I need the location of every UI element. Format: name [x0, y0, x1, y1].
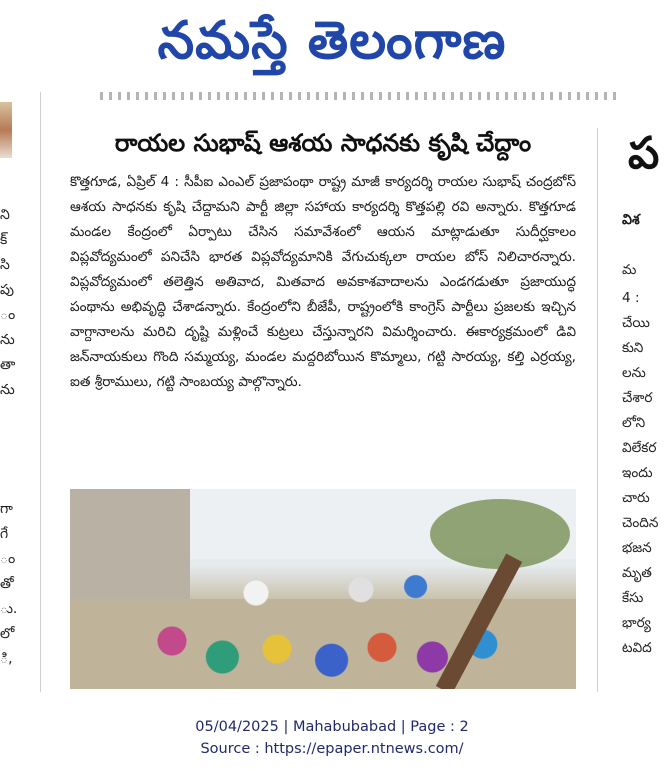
masthead [0, 0, 664, 82]
right-text-fragment: లోని [622, 415, 646, 431]
left-text-fragment: పు [0, 282, 14, 298]
newspaper-logo: నమస్తే తెలంగాణ [157, 11, 507, 71]
source-link[interactable]: Source : https://epaper.ntnews.com/ [200, 741, 464, 757]
left-text-fragment: గా [0, 501, 13, 517]
right-article-subhead-fragment: విశ [622, 212, 640, 228]
left-text-fragment: ం [0, 551, 16, 567]
left-text-fragment: ు. [0, 601, 18, 617]
left-text-fragment: సి [0, 257, 10, 273]
right-text-fragment: మృత [622, 565, 652, 581]
page-footer [0, 716, 664, 760]
article-body: కొత్తగూడ, ఏప్రిల్ 4 : సీపీఐ ఎంఎల్ ప్రజాపంథా రాష్ట్ర మాజీ కార్యదర్శి రాయల సుభాష్ చంద్రబోస్ ఆశయ సాధనకు కృషి చేద్దామని పార్టీ జిల్లా సహాయ కార్యదర్శి కొత్తపల్లి రవి అన్నారు. కొత్తగూడ మండల కేంద్రంలో ఏర్పాటు చేసిన సమావేశంలో ఆయన మాట్లాడుతూ సుదీర్ఘకాలం విప్లవోద్యమంలో పనిచేసి భారత విప్లవోద్యమానికి వేగుచుక్కలా రాయల బోస్ నిలిచారన్నారు. విప్లవోద్యమంలో తలెత్తిన అతివాద, మితవాద అవకాశవాదాలను ఎండగడుతూ ప్రజాయుద్ధ పంథాను అభివృద్ధి చేశాడన్నారు. కేంద్రంలోని బీజేపీ, రాష్ట్రంలోకి కాంగ్రెస్ పార్టీలు ప్రజలకు ఇచ్చిన వాగ్దానాలను మరిచి దృష్టి మళ్లించే కుట్రలు చేస్తున్నారని విమర్శించారు. ఈకార్యక్రమంలో డివి జన్‌నాయకులు గొంది సమ్మయ్య, మండల మద్దరిబోయిన కొమ్మాలు, గట్టి సారయ్య, కల్తి ఎర్రయ్య, ఐత శ్రీరాములు, గట్టి సాంబయ్య పాల్గొన్నారు. [70, 173, 576, 390]
article-photo [70, 489, 576, 689]
right-text-fragment: చెందిన [622, 515, 659, 531]
edition-info: 05/04/2025 | Mahabubabad | Page : 2 [195, 719, 469, 735]
left-photo-fragment [0, 102, 12, 158]
cut-text-strip [100, 92, 620, 100]
column-divider [40, 92, 41, 692]
right-text-fragment: చేశార [622, 390, 653, 406]
left-text-fragment: లో [0, 626, 15, 642]
right-text-fragment: ఇందు [622, 465, 653, 481]
newspaper-clip [0, 92, 664, 692]
right-text-fragment: మ [622, 262, 637, 278]
left-text-fragment: ని [0, 207, 10, 223]
right-text-fragment: టవిద [622, 640, 652, 656]
left-text-fragment: ను [0, 382, 15, 398]
right-text-fragment: లను [622, 365, 646, 381]
right-text-fragment: భార్య [622, 615, 651, 631]
left-column-fragment [0, 92, 18, 692]
right-text-fragment: భజన [622, 540, 652, 556]
left-text-fragment: తా [0, 357, 16, 373]
right-text-fragment: కుని [622, 340, 644, 356]
left-text-fragment: ి, [0, 651, 13, 667]
right-text-fragment: విలేకర [622, 440, 657, 456]
right-text-fragment: చేయి [622, 315, 650, 331]
article-headline: రాయల సుభాష్ ఆశయ సాధనకు కృషి చేద్దాం [114, 129, 532, 157]
left-text-fragment: ం [0, 307, 16, 323]
right-article-headline-fragment: ప [628, 128, 660, 179]
left-text-fragment: ను [0, 332, 15, 348]
left-text-fragment: గే [0, 526, 9, 542]
left-text-fragment: తో [0, 576, 14, 592]
news-article [70, 130, 576, 395]
left-text-fragment: క్ [0, 232, 8, 248]
right-text-fragment: 4 : [622, 290, 640, 306]
column-divider [597, 128, 598, 692]
right-text-fragment: చారు [622, 490, 650, 506]
right-text-fragment: కేసు [622, 590, 644, 606]
